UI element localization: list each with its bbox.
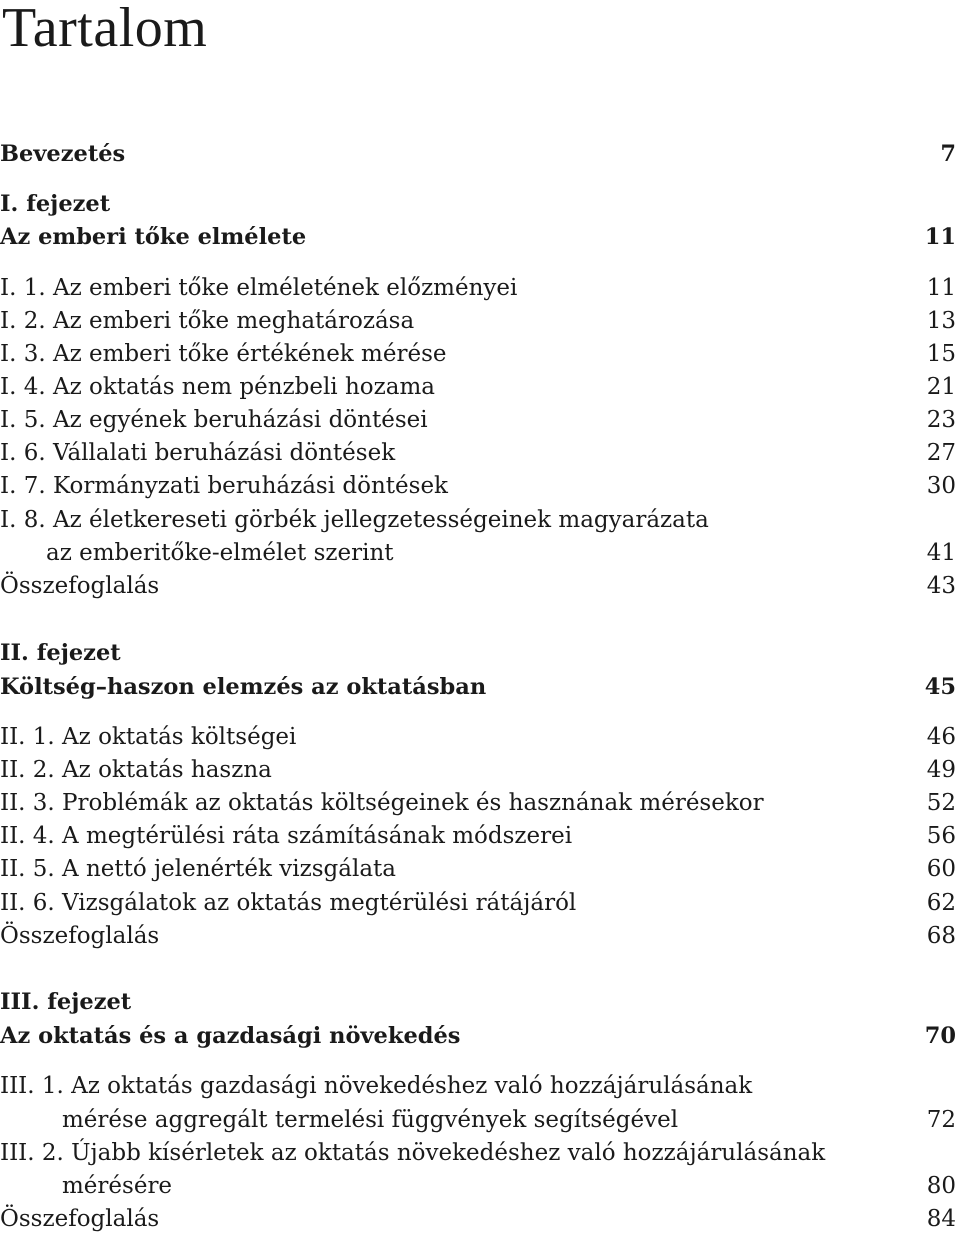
toc-chapter-label — [0, 189, 956, 219]
toc-entry-title: Bevezetés — [0, 141, 126, 167]
toc-entry[interactable] — [0, 722, 956, 752]
toc-entry-page: 11 — [924, 224, 956, 250]
toc-entry[interactable] — [0, 1138, 956, 1168]
toc-entry[interactable] — [0, 888, 956, 918]
toc-entry-page: 23 — [926, 407, 956, 433]
toc-entry-title: III. fejezet — [0, 989, 132, 1015]
toc-entry-title: az emberitőke-elmélet szerint — [46, 540, 394, 566]
toc-entry-page: 43 — [926, 573, 956, 599]
toc-entry-title: I. fejezet — [0, 191, 111, 217]
toc-entry-title: I. 3. Az emberi tőke értékének mérése — [0, 341, 447, 367]
toc-entry-page: 49 — [926, 757, 956, 783]
toc-entry-summary[interactable] — [0, 571, 956, 601]
toc-entry-page: 56 — [926, 823, 956, 849]
toc-entry-summary[interactable] — [0, 921, 956, 951]
toc-entry[interactable] — [0, 854, 956, 884]
toc-entry-title: I. 1. Az emberi tőke elméletének előzményei — [0, 275, 518, 301]
toc-entry[interactable] — [0, 339, 956, 369]
toc-entry-page: 15 — [926, 341, 956, 367]
toc-entry-page: 68 — [926, 923, 956, 949]
toc-entry[interactable] — [0, 372, 956, 402]
toc-entry-page: 62 — [926, 890, 956, 916]
toc-entry-continuation[interactable] — [0, 538, 956, 568]
toc-entry-title: Költség–haszon elemzés az oktatásban — [0, 674, 487, 700]
toc-entry-title: II. 1. Az oktatás költségei — [0, 724, 297, 750]
toc-entry-page: 11 — [926, 275, 956, 301]
toc-entry-title: I. 5. Az egyének beruházási döntései — [0, 407, 428, 433]
toc-entry-title: I. 8. Az életkereseti görbék jellegzetességeinek magyarázata — [0, 507, 709, 533]
toc-entry[interactable] — [0, 438, 956, 468]
toc-entry-title: II. 3. Problémák az oktatás költségeinek és hasznának mérésekor — [0, 790, 764, 816]
toc-entry-page: 70 — [924, 1023, 956, 1049]
toc-chapter-label — [0, 987, 956, 1017]
toc-entry-page: 7 — [940, 141, 956, 167]
toc-entry-continuation[interactable] — [0, 1105, 956, 1135]
toc-entry-page: 72 — [926, 1107, 956, 1133]
toc-entry-title: II. 5. A nettó jelenérték vizsgálata — [0, 856, 396, 882]
toc-entry-page: 84 — [926, 1206, 956, 1232]
toc-entry-continuation[interactable] — [0, 1171, 956, 1201]
toc-entry-page: 45 — [924, 674, 956, 700]
toc-entry-title: Összefoglalás — [0, 573, 160, 599]
toc-entry-title: III. 1. Az oktatás gazdasági növekedéshez való hozzájárulásának — [0, 1073, 753, 1099]
toc-entry-title: mérésére — [62, 1173, 173, 1199]
toc-entry-page: 60 — [926, 856, 956, 882]
toc-chapter-title[interactable] — [0, 222, 956, 252]
toc-entry[interactable] — [0, 273, 956, 303]
toc-entry-title: I. 7. Kormányzati beruházási döntések — [0, 473, 448, 499]
toc-entry-page: 30 — [926, 473, 956, 499]
toc-entry-title: II. 6. Vizsgálatok az oktatás megtérülési rátájáról — [0, 890, 577, 916]
toc-entry[interactable] — [0, 471, 956, 501]
toc-entry-title: Összefoglalás — [0, 923, 160, 949]
toc-entry-title: II. fejezet — [0, 640, 121, 666]
toc-entry-title: mérése aggregált termelési függvények segítségével — [62, 1107, 679, 1133]
toc-entry-page: 21 — [926, 374, 956, 400]
toc-entry-summary[interactable] — [0, 1204, 956, 1234]
toc-entry-title: Az oktatás és a gazdasági növekedés — [0, 1023, 461, 1049]
toc-chapter-title[interactable] — [0, 1021, 956, 1051]
toc-entry-title: Az emberi tőke elmélete — [0, 224, 307, 250]
toc-entry-introduction[interactable] — [0, 139, 956, 169]
toc-entry-title: I. 6. Vállalati beruházási döntések — [0, 440, 396, 466]
toc-entry[interactable] — [0, 1071, 956, 1101]
toc-entry[interactable] — [0, 788, 956, 818]
toc-entry-page: 41 — [926, 540, 956, 566]
toc-chapter-label — [0, 638, 956, 668]
toc-entry-title: I. 4. Az oktatás nem pénzbeli hozama — [0, 374, 435, 400]
toc-chapter-title[interactable] — [0, 672, 956, 702]
toc-entry-title: Összefoglalás — [0, 1206, 160, 1232]
toc-entry-page: 80 — [926, 1173, 956, 1199]
toc-entry[interactable] — [0, 306, 956, 336]
toc-entry-page: 46 — [926, 724, 956, 750]
toc-entry-page: 27 — [926, 440, 956, 466]
toc-entry[interactable] — [0, 405, 956, 435]
toc-entry-title: I. 2. Az emberi tőke meghatározása — [0, 308, 415, 334]
toc-entry[interactable] — [0, 821, 956, 851]
toc-entry-title: II. 4. A megtérülési ráta számításának módszerei — [0, 823, 573, 849]
toc-entry-page: 52 — [926, 790, 956, 816]
toc-entry-title: III. 2. Újabb kísérletek az oktatás növekedéshez való hozzájárulásának — [0, 1140, 826, 1166]
toc-entry[interactable] — [0, 505, 956, 535]
toc-entry-title: II. 2. Az oktatás haszna — [0, 757, 272, 783]
page-title: Tartalom — [2, 0, 208, 59]
toc-entry[interactable] — [0, 755, 956, 785]
toc-entry-page: 13 — [926, 308, 956, 334]
